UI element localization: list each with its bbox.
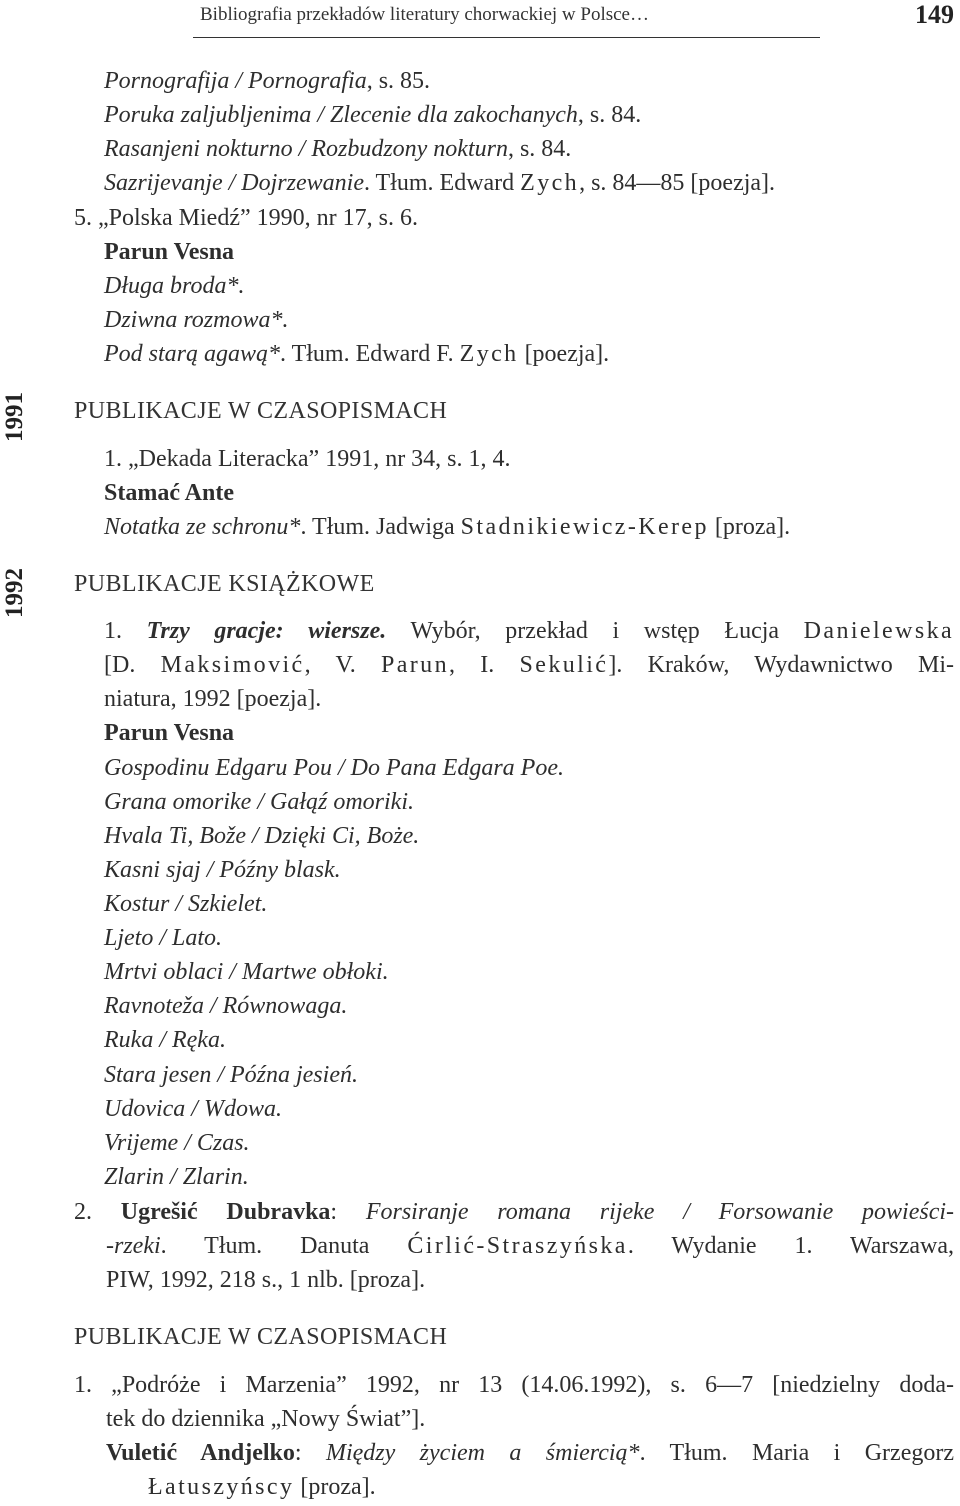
author-name: Parun Vesna bbox=[104, 720, 235, 746]
running-title: Bibliografia przekładów literatury chorwackiej w Polsce… bbox=[200, 4, 649, 25]
source-line: 5. „Polska Miedź” 1990, nr 17, s. 6. bbox=[74, 205, 418, 231]
poem-title: Stara jesen / Późna jesień. bbox=[104, 1062, 358, 1088]
entry-line: Długa broda*. bbox=[104, 273, 245, 299]
poem-title: Grana omorike / Gałąź omoriki. bbox=[104, 789, 414, 815]
poem-title: Udovica / Wdowa. bbox=[104, 1096, 282, 1122]
source-line: 1. „Podróże i Marzenia” 1992, nr 13 (14.06.1992), s. 6—7 [niedzielny doda- bbox=[74, 1372, 954, 1398]
book-entry-line: niatura, 1992 [poezja]. bbox=[104, 686, 322, 712]
poem-title: Kasni sjaj / Późny blask. bbox=[104, 857, 341, 883]
entry-line: Łatuszyńscy [proza]. bbox=[148, 1474, 376, 1500]
entry-line: Pod starą agawą*. Tłum. Edward F. Zych [poezja]. bbox=[104, 341, 610, 367]
poem-title: Gospodinu Edgaru Pou / Do Pana Edgara Poe. bbox=[104, 755, 564, 781]
source-line: 1. „Dekada Literacka” 1991, nr 34, s. 1, 4. bbox=[104, 446, 511, 472]
section-heading: PUBLIKACJE W CZASOPISMACH bbox=[74, 1324, 448, 1350]
section-heading: PUBLIKACJE W CZASOPISMACH bbox=[74, 398, 448, 424]
section-heading: PUBLIKACJE KSIĄŻKOWE bbox=[74, 571, 375, 597]
running-header bbox=[0, 0, 960, 40]
year-tab-1992: 1992 bbox=[1, 568, 28, 618]
poem-title: Hvala Ti, Bože / Dzięki Ci, Boże. bbox=[104, 823, 420, 849]
year-tab-1991: 1991 bbox=[1, 392, 28, 442]
poem-title: Ljeto / Lato. bbox=[104, 925, 223, 951]
source-line: tek do dziennika „Nowy Świat”]. bbox=[106, 1406, 426, 1432]
poem-title: Ruka / Ręka. bbox=[104, 1027, 226, 1053]
author-name: Parun Vesna bbox=[104, 239, 235, 265]
entry-line: Sazrijevanje / Dojrzewanie. Tłum. Edward Zych, s. 84—85 [poezja]. bbox=[104, 170, 776, 196]
page-number: 149 bbox=[915, 0, 954, 29]
entry-line: Pornografija / Pornografia, s. 85. bbox=[104, 68, 431, 94]
entry-line: Dziwna rozmowa*. bbox=[104, 307, 289, 333]
header-rule bbox=[193, 37, 820, 38]
entry-line: Vuletić Andjelko: Między życiem a śmiercią*. Tłum. Maria i Grzegorz bbox=[106, 1440, 954, 1466]
poem-title: Ravnoteža / Równowaga. bbox=[104, 993, 348, 1019]
book-entry-line: [D. Maksimović, V. Parun, I. Sekulić]. Kraków, Wydawnictwo Mi- bbox=[104, 652, 955, 678]
poem-title: Zlarin / Zlarin. bbox=[104, 1164, 249, 1190]
book-entry-line: 2. Ugrešić Dubravka: Forsiranje romana rijeke / Forsowanie powieści- bbox=[74, 1199, 955, 1225]
author-name: Stamać Ante bbox=[104, 480, 234, 506]
entry-line: Rasanjeni nokturno / Rozbudzony nokturn, s. 84. bbox=[104, 136, 572, 162]
entry-line: Notatka ze schronu*. Tłum. Jadwiga Stadnikiewicz-Kerep [proza]. bbox=[104, 514, 791, 540]
book-entry-line: PIW, 1992, 218 s., 1 nlb. [proza]. bbox=[106, 1267, 426, 1293]
poem-title: Kostur / Szkielet. bbox=[104, 891, 268, 917]
poem-title: Vrijeme / Czas. bbox=[104, 1130, 250, 1156]
book-entry-line: -rzeki. Tłum. Danuta Ćirlić-Straszyńska. Wydanie 1. Warszawa, bbox=[106, 1233, 954, 1259]
book-entry-line: 1. Trzy gracje: wiersze. Wybór, przekład i wstęp Łucja Danielewska bbox=[104, 618, 955, 644]
poem-title: Mrtvi oblaci / Martwe obłoki. bbox=[104, 959, 389, 985]
entry-line: Poruka zaljubljenima / Zlecenie dla zakochanych, s. 84. bbox=[104, 102, 642, 128]
